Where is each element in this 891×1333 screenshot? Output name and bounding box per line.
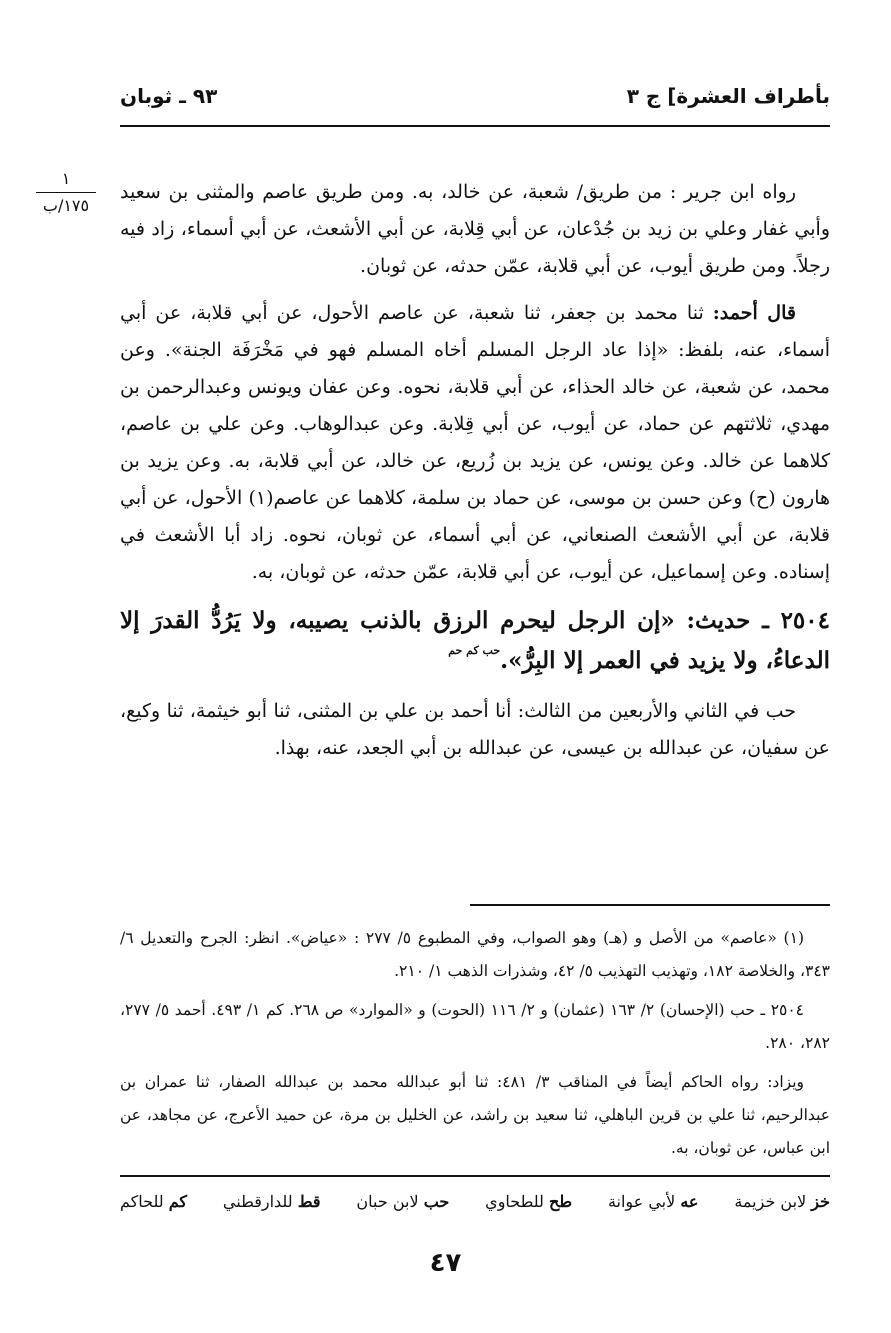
header-book-title: بأطراف العشرة] ج ٣	[626, 84, 830, 108]
footnote-addition: ويزاد: رواه الحاكم أيضاً في المناقب ٣/ ٤٨١: ثنا أبو عبدالله محمد بن عبدالله الصفار، ثنا عمران بن عبدالرحيم، ثنا علي بن قرين الباهلي، ثنا سعيد بن راشد، عن الخليل بن مرة، عن حميد الأعرج، عن مجاهد، عن ابن عباس، عن ثوبان، به.	[120, 1073, 830, 1157]
legend-abbr: خز	[811, 1192, 830, 1211]
paragraph-ahmad	[120, 295, 830, 591]
header-divider	[120, 125, 830, 127]
legend-item	[120, 1192, 187, 1211]
running-header	[120, 76, 830, 116]
footnote-2504: ٢٥٠٤ ـ حب (الإحسان) ٢/ ١٦٣ (عثمان) و ٢/ ١١٦ (الحوت) و «الموارد» ص ٢٦٨. كم ١/ ٤٩٣. أحمد ٥/ ٢٧٧، ٢٨٢، ٢٨٠.	[120, 1001, 830, 1052]
legend-abbr: قط	[297, 1192, 321, 1211]
paragraph-ahmad-lead: قال أحمد:	[712, 302, 796, 324]
legend-abbr: عه	[680, 1192, 699, 1211]
paragraph-ibn-hibban: حب في الثاني والأربعين من الثالث: أنا أحمد بن علي بن المثنى، ثنا أبو خيثمة، ثنا وكيع، عن سفيان، عن عبدالله بن عيسى، عن عبدالله بن أبي الجعد، عنه، بهذا.	[120, 700, 830, 759]
hadith-sigla: حب كم حم	[448, 644, 501, 657]
footnotes	[120, 922, 830, 1171]
legend-item	[356, 1192, 449, 1211]
paragraph-ibn-jarir: رواه ابن جرير : من طريق/ شعبة، عن خالد، به. ومن طريق عاصم والمثنى بن سعيد وأبي غفار وعلي بن زيد بن جُدْعان، عن أبي قِلابة، عن أبي الأشعث، عن أبي أسماء، زاد فيه رجلاً. ومن طريق أيوب، عن أبي قلابة، عمّن حدثه، عن ثوبان.	[120, 181, 830, 277]
margin-folio-top: ١	[61, 169, 71, 188]
legend-label: للحاكم	[120, 1192, 164, 1211]
legend-label: لأبي عوانة	[607, 1192, 676, 1211]
hadith-text: ٢٥٠٤ ـ حديث: «إن الرجل ليحرم الرزق بالذنب يصيبه، ولا يَرُدُّ القدرَ إلا الدعاءُ، ولا يزيد في العمر إلا البِرُّ».	[120, 607, 830, 674]
main-text	[120, 174, 830, 777]
legend-item	[223, 1192, 321, 1211]
legend-abbr: حب	[423, 1192, 450, 1211]
legend-abbr: طح	[549, 1192, 573, 1211]
legend-divider	[120, 1175, 830, 1177]
legend-label: للطحاوي	[485, 1192, 544, 1211]
legend-abbr: كم	[168, 1192, 188, 1211]
margin-folio-note	[28, 168, 104, 217]
legend-label: لابن خزيمة	[734, 1192, 807, 1211]
footnote-divider	[470, 904, 830, 906]
margin-folio-divider	[36, 192, 96, 193]
footnote-1: (١) «عاصم» من الأصل و (هـ) وهو الصواب، وفي المطبوع ٥/ ٢٧٧ : «عياض». انظر: الجرح والتعديل ٦/ ٣٤٣، والخلاصة ١٨٢، وتهذيب التهذيب ٥/ ٤٢، وشذرات الذهب ١/ ٢١٠.	[120, 929, 830, 980]
legend-item	[734, 1192, 830, 1211]
legend-item	[485, 1192, 572, 1211]
header-chapter: ٩٣ ـ ثوبان	[120, 84, 218, 108]
legend-item	[608, 1192, 699, 1211]
paragraph-ahmad-body: ثنا محمد بن جعفر، ثنا شعبة، عن عاصم الأحول، عن أبي قلابة، عن أبي أسماء، عنه، بلفظ: «إذا عاد الرجل المسلم أخاه المسلم فهو في مَخْرَفَة الجنة». وعن محمد، عن شعبة، عن خالد الحذاء، عن أبي قلابة، نحوه. وعن عفان ويونس وعبدالرحمن بن مهدي، ثلاثتهم عن حماد، عن أيوب، عن أبي قِلابة. وعن عبدالوهاب. وعن علي بن عاصم، كلاهما عن خالد. وعن يونس، عن يزيد بن زُريع، عن خالد، عن أبي قلابة، به. وعن يزيد بن هارون (ح) وعن حسن بن موسى، عن حماد بن سلمة، كلاهما عن عاصم(١) الأحول، عن أبي قلابة، عن أبي الأشعث الصنعاني، عن أبي أسماء، عن ثوبان، نحوه. زاد أبا الأشعث في إسناده. وعن إسماعيل، عن أيوب، عن أبي قلابة، عمّن حدثه، عن ثوبان، به.	[120, 302, 831, 583]
abbreviation-legend	[120, 1192, 830, 1211]
hadith-heading	[120, 601, 830, 685]
page-number: ٤٧	[429, 1248, 462, 1278]
margin-folio-bottom: ١٧٥/ب	[42, 196, 90, 215]
legend-label: لابن حبان	[356, 1192, 419, 1211]
legend-label: للدارقطني	[222, 1192, 293, 1211]
